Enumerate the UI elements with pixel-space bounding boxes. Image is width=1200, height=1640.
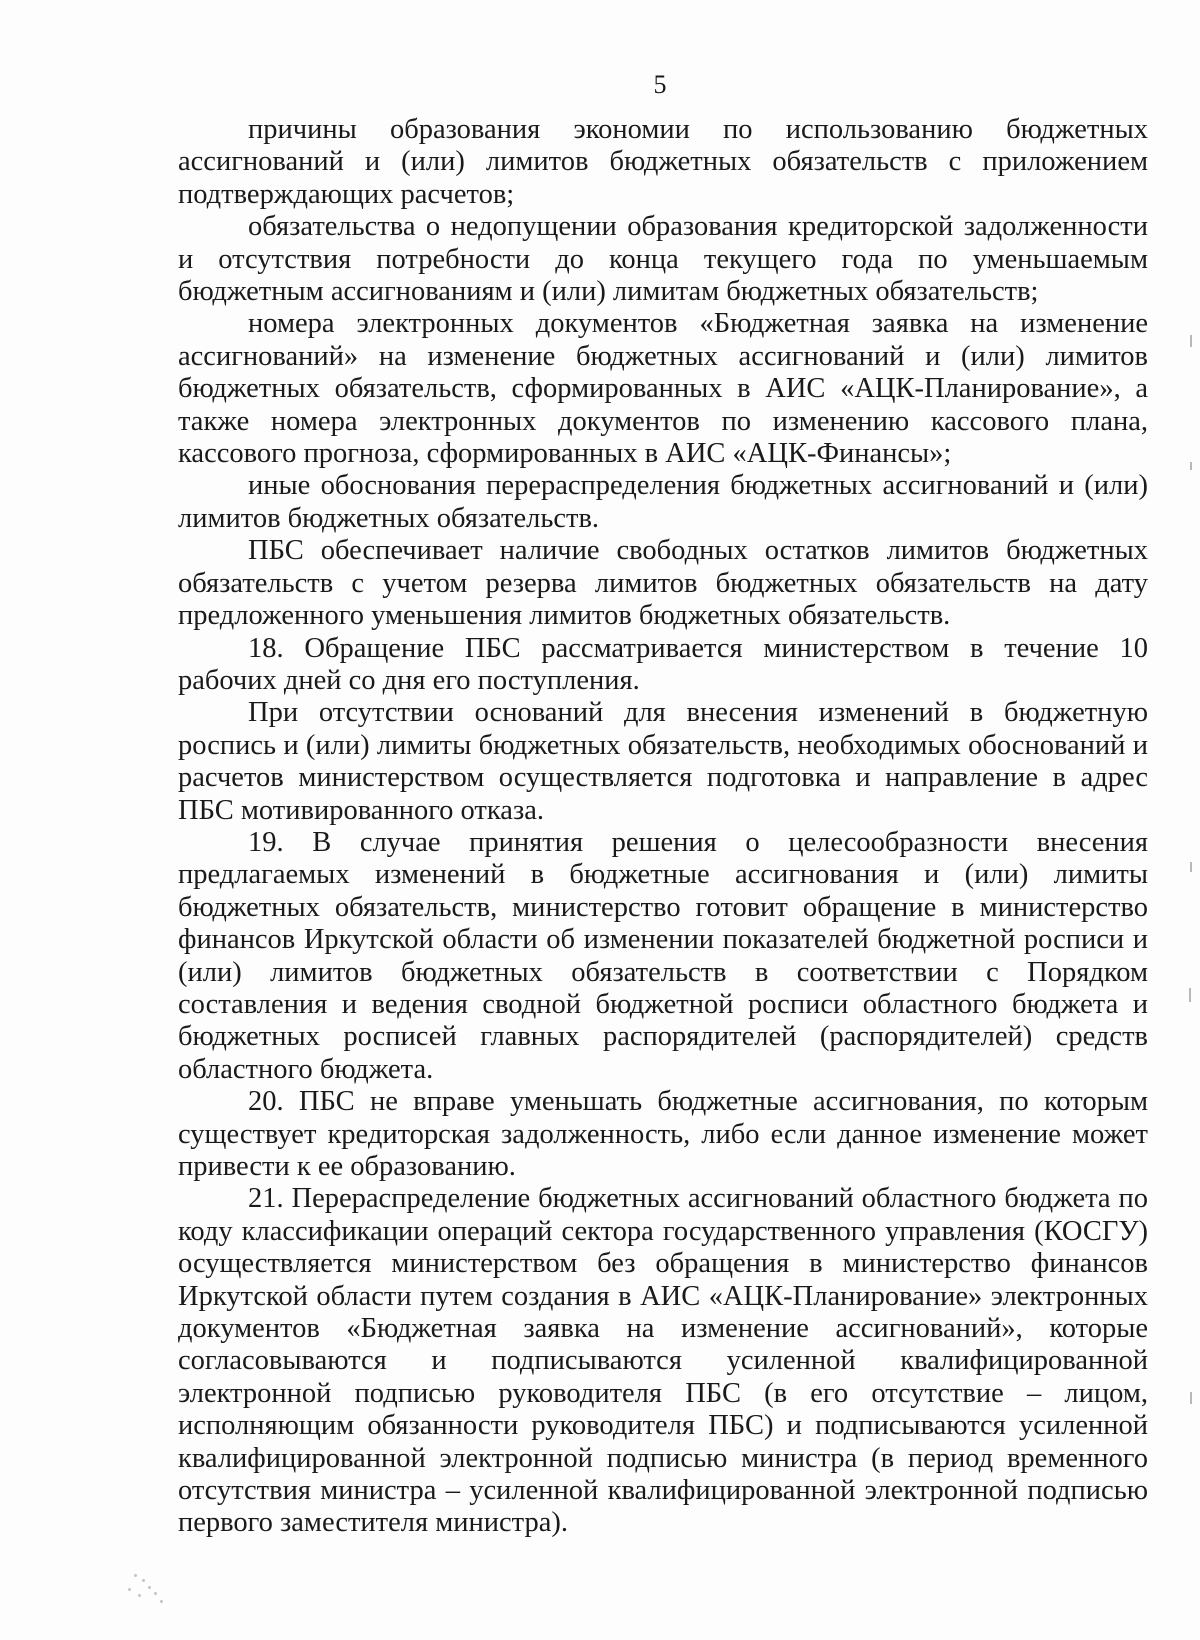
paragraph-refusal: При отсутствии оснований для внесения изменений в бюджетную роспись и (или) лимиты бюджетных обязательств, необходимых обоснований и расчетов министерством осуществляется подготовка и направление в адрес ПБС мотивированного отказа. [178, 697, 1148, 826]
scan-smudge [120, 1570, 180, 1610]
scan-artifact [1190, 862, 1192, 872]
page-number: 5 [653, 70, 667, 99]
paragraph-clause-18: 18. Обращение ПБС рассматривается министерством в течение 10 рабочих дней со дня его поступления. [178, 632, 1148, 696]
paragraph-no-arrears-obligation: обязательства о недопущении образования кредиторской задолженности и отсутствия потребности до конца текущего года по уменьшаемым бюджетным ассигнованиям и (или) лимитам бюджетных обязательств; [178, 211, 1148, 308]
scan-artifact [1190, 1392, 1192, 1404]
paragraph-electronic-document-numbers: номера электронных документов «Бюджетная заявка на изменение ассигнований» на изменение бюджетных ассигнований и (или) лимитов бюджетных обязательств, сформированных в АИС «АЦК-Планирование», а также номера электронных документов по изменению кассового плана, кассового прогноза, сформированных в АИС «АЦК-Финансы»; [178, 308, 1148, 470]
paragraph-clause-19: 19. В случае принятия решения о целесообразности внесения предлагаемых изменений в бюджетные ассигнования и (или) лимиты бюджетных обязательств, министерство готовит обращение в министерство финансов Иркутской области об изменении показателей бюджетной росписи и (или) лимитов бюджетных обязательств в соответствии с Порядком составления и ведения сводной бюджетной росписи областного бюджета и бюджетных росписей главных распорядителей (распорядителей) средств областного бюджета. [178, 826, 1148, 1085]
paragraph-savings-reasons: причины образования экономии по использованию бюджетных ассигнований и (или) лимитов бюджетных обязательств с приложением подтверждающих расчетов; [178, 114, 1148, 210]
scan-artifact [1190, 462, 1192, 470]
paragraph-other-justifications: иные обоснования перераспределения бюджетных ассигнований и (или) лимитов бюджетных обязательств. [178, 470, 1148, 534]
scan-artifact [1189, 988, 1191, 1002]
scan-artifact [1190, 335, 1192, 347]
paragraph-clause-20: 20. ПБС не вправе уменьшать бюджетные ассигнования, по которым существует кредиторская задолженность, либо если данное изменение может привести к ее образованию. [178, 1086, 1148, 1182]
paragraph-clause-21: 21. Перераспределение бюджетных ассигнований областного бюджета по коду классификации операций сектора государственного управления (КОСГУ) осуществляется министерством без обращения в министерство финансов Иркутской области путем создания в АИС «АЦК-Планирование» электронных документов «Бюджетная заявка на изменение ассигнований», которые согласовываются и подписываются усиленной квалифицированной электронной подписью руководителя ПБС (в его отсутствие – лицом, исполняющим обязанности руководителя ПБС) и подписываются усиленной квалифицированной электронной подписью министра (в период временного отсутствия министра – усиленной квалифицированной электронной подписью первого заместителя министра). [178, 1183, 1148, 1539]
document-body [178, 114, 1148, 1540]
paragraph-free-limit-balances: ПБС обеспечивает наличие свободных остатков лимитов бюджетных обязательств с учетом резерва лимитов бюджетных обязательств на дату предложенного уменьшения лимитов бюджетных обязательств. [178, 535, 1148, 632]
